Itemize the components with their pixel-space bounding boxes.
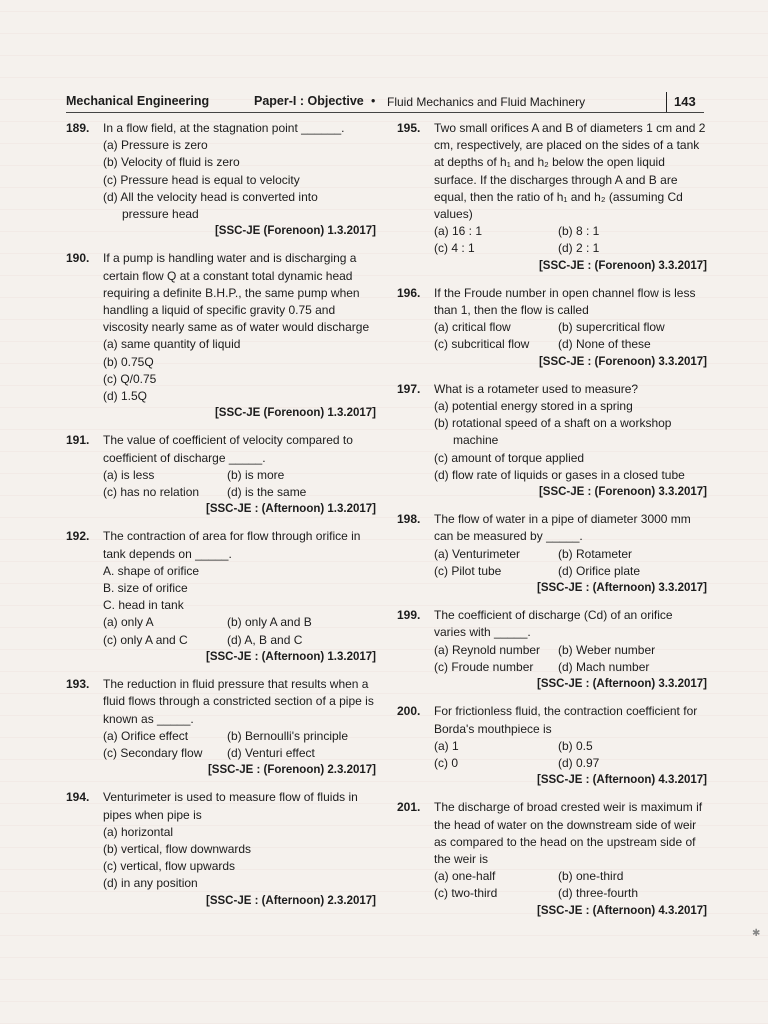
left-column [66, 120, 376, 920]
option: (b) supercritical flow [558, 320, 665, 335]
option: (a) Pressure is zero [103, 138, 208, 153]
question-item [66, 789, 376, 909]
option: (a) 16 : 1 [434, 224, 483, 239]
question-number: 191. [66, 433, 90, 448]
option-grid [434, 223, 707, 257]
header-topic: Fluid Mechanics and Fluid Machinery [387, 95, 586, 109]
question-stem: The value of coefficient of velocity compared to coefficient of discharge _____. [103, 433, 353, 465]
option: (b) Weber number [558, 642, 656, 657]
option: (c) amount of torque applied [434, 450, 585, 465]
option-grid [103, 467, 376, 501]
exam-source: [SSC-JE : (Afternoon) 1.3.2017] [206, 503, 376, 516]
exam-source: [SSC-JE : (Afternoon) 2.3.2017] [206, 894, 376, 907]
option: (c) has no relation [103, 485, 200, 500]
exam-source: [SSC-JE : (Forenoon) 3.3.2017] [538, 355, 707, 368]
question-body [434, 607, 707, 693]
option: (a) same quantity of liquid [103, 337, 241, 352]
question-item [397, 381, 707, 501]
question-body [434, 381, 707, 501]
option: (a) only A [103, 615, 154, 630]
option: (d) 2 : 1 [558, 241, 600, 256]
header-subject: Mechanical Engineering [66, 94, 210, 108]
option: (d) three-fourth [558, 886, 639, 901]
option: (a) critical flow [434, 320, 511, 335]
option: C. head in tank [103, 598, 184, 613]
option: (c) Q/0.75 [103, 371, 157, 386]
option: (d) All the velocity head is converted into [103, 189, 318, 204]
option: (d) Mach number [558, 659, 650, 674]
option: (a) potential energy stored in a spring [434, 399, 633, 414]
option: (b) only A and B [227, 615, 312, 630]
question-body [434, 703, 707, 789]
question-item [66, 432, 376, 518]
option: (a) 1 [434, 738, 459, 753]
question-item [397, 285, 707, 371]
question-body [103, 120, 376, 240]
question-number: 196. [397, 285, 421, 300]
option-grid [103, 728, 376, 762]
exam-source: [SSC-JE : (Afternoon) 4.3.2017] [537, 774, 707, 787]
exam-source: [SSC-JE : (Afternoon) 3.3.2017] [537, 678, 707, 691]
question-number: 193. [66, 677, 90, 692]
option: (d) 0.97 [558, 755, 600, 770]
question-stem: If a pump is handling water and is discharging a certain flow Q at a constant total dynamic head requiring a definite B.H.P., the same pump when handling a liquid of specific gravity 0.75 and viscosity nearly same as of water would discharge [103, 251, 370, 335]
question-stem: For frictionless fluid, the contraction coefficient for Borda's mouthpiece is [434, 704, 698, 736]
option: A. shape of orifice [103, 563, 200, 578]
question-body [103, 528, 376, 666]
question-stem: The reduction in fluid pressure that results when a fluid flows through a constricted section of a pipe is known as _____. [103, 677, 374, 726]
question-number: 199. [397, 608, 421, 623]
exam-source: [SSC-JE (Forenoon) 1.3.2017] [214, 225, 376, 238]
question-number: 194. [66, 790, 90, 805]
header-rule [66, 112, 704, 113]
option-grid [103, 614, 376, 648]
question-stem: What is a rotameter used to measure? [434, 381, 639, 396]
option: (d) None of these [558, 337, 651, 352]
option: (c) Froude number [434, 659, 534, 674]
option: (d) in any position [103, 876, 198, 891]
question-number: 201. [397, 800, 421, 815]
option: (c) Pressure head is equal to velocity [103, 172, 300, 187]
question-number: 195. [397, 121, 421, 135]
option: (c) subcritical flow [434, 337, 530, 352]
option: (b) vertical, flow downwards [103, 841, 252, 856]
question-item [66, 120, 376, 240]
option: (c) 0 [434, 755, 458, 770]
right-column [397, 120, 707, 930]
option: (c) Secondary flow [103, 745, 203, 760]
option: B. size of orifice [103, 581, 188, 596]
page-header [66, 92, 706, 112]
option: (b) Velocity of fluid is zero [103, 155, 240, 170]
question-body [103, 432, 376, 518]
page-number: 143 [674, 94, 696, 109]
option: (a) Orifice effect [103, 728, 189, 743]
header-divider [666, 92, 667, 112]
question-number: 190. [66, 251, 90, 266]
option: (b) 8 : 1 [558, 224, 600, 239]
question-item [66, 676, 376, 779]
option: (d) is the same [227, 485, 307, 500]
question-body [434, 799, 707, 919]
question-number: 200. [397, 704, 421, 719]
question-stem: Two small orifices A and B of diameters 1 cm and 2 cm, respectively, are placed on the sides of a tank at depths of h₁ and h₂ below the open liquid surface. If the discharges through A and B are equal, then the ratio of h₁ and h₂ (assuming Cd values) [434, 121, 706, 222]
option: machine [453, 433, 499, 448]
exam-source: [SSC-JE : (Afternoon) 3.3.2017] [537, 582, 707, 595]
header-separator: • [371, 94, 376, 108]
header-paper: Paper-I : Objective [254, 94, 364, 108]
question-number: 198. [397, 512, 421, 527]
option: (d) 1.5Q [103, 389, 148, 404]
option: (c) Pilot tube [434, 563, 502, 578]
question-stem: If the Froude number in open channel flow is less than 1, then the flow is called [434, 285, 696, 318]
option: (b) one-third [558, 869, 624, 884]
exam-source: [SSC-JE : (Forenoon) 3.3.2017] [538, 259, 707, 272]
question-body [103, 250, 376, 422]
question-item [397, 120, 707, 275]
exam-source: [SSC-JE : (Afternoon) 4.3.2017] [537, 904, 707, 917]
option-grid [434, 642, 707, 676]
exam-source: [SSC-JE : (Forenoon) 2.3.2017] [207, 764, 376, 777]
question-item [397, 799, 707, 919]
question-stem: Venturimeter is used to measure flow of fluids in pipes when pipe is [103, 790, 358, 822]
option: (d) Orifice plate [558, 563, 641, 578]
option: (c) two-third [434, 886, 498, 901]
option-grid [434, 319, 707, 353]
question-stem: The flow of water in a pipe of diameter 3000 mm can be measured by _____. [434, 512, 691, 544]
question-body [434, 285, 707, 371]
question-body [103, 676, 376, 779]
question-stem: The contraction of area for flow through orifice in tank depends on _____. [103, 529, 361, 561]
option: (a) horizontal [103, 824, 174, 839]
question-item [66, 528, 376, 666]
option-grid [434, 738, 707, 772]
option: (c) vertical, flow upwards [103, 859, 236, 874]
option: (c) only A and C [103, 632, 188, 647]
option: pressure head [122, 207, 199, 222]
question-item [397, 511, 707, 597]
question-item [397, 607, 707, 693]
option: (a) Venturimeter [434, 546, 521, 561]
option: (b) rotational speed of a shaft on a workshop [434, 416, 672, 431]
question-item [66, 250, 376, 422]
question-stem: In a flow field, at the stagnation point ______. [103, 121, 345, 135]
option: (b) Rotameter [558, 546, 633, 561]
option: (d) flow rate of liquids or gases in a closed tube [434, 467, 685, 482]
option: (d) A, B and C [227, 632, 303, 647]
option: (a) one-half [434, 869, 496, 884]
option: (b) Bernoulli's principle [227, 728, 349, 743]
question-number: 192. [66, 529, 90, 544]
exam-source: [SSC-JE (Forenoon) 1.3.2017] [214, 407, 376, 420]
option: (b) 0.5 [558, 738, 593, 753]
question-body [434, 120, 707, 275]
exam-source: [SSC-JE : (Afternoon) 1.3.2017] [206, 650, 376, 663]
question-stem: The discharge of broad crested weir is maximum if the head of water on the downstream side of weir as compared to the head on the upstream side of the weir is [434, 800, 703, 866]
option: (d) Venturi effect [227, 745, 315, 760]
question-body [434, 511, 707, 597]
question-item [397, 703, 707, 789]
exam-source: [SSC-JE : (Forenoon) 3.3.2017] [538, 486, 707, 499]
option: (c) 4 : 1 [434, 241, 475, 256]
question-stem: The coefficient of discharge (Cd) of an orifice varies with _____. [434, 608, 673, 640]
option: (a) is less [103, 467, 155, 482]
question-number: 197. [397, 381, 421, 396]
option: (b) is more [227, 467, 285, 482]
option-grid [434, 546, 707, 580]
scan-speck: ✱ [752, 928, 761, 939]
option: (a) Reynold number [434, 642, 541, 657]
question-number: 189. [66, 121, 90, 135]
question-body [103, 789, 376, 909]
option: (b) 0.75Q [103, 354, 154, 369]
option-grid [434, 868, 707, 902]
